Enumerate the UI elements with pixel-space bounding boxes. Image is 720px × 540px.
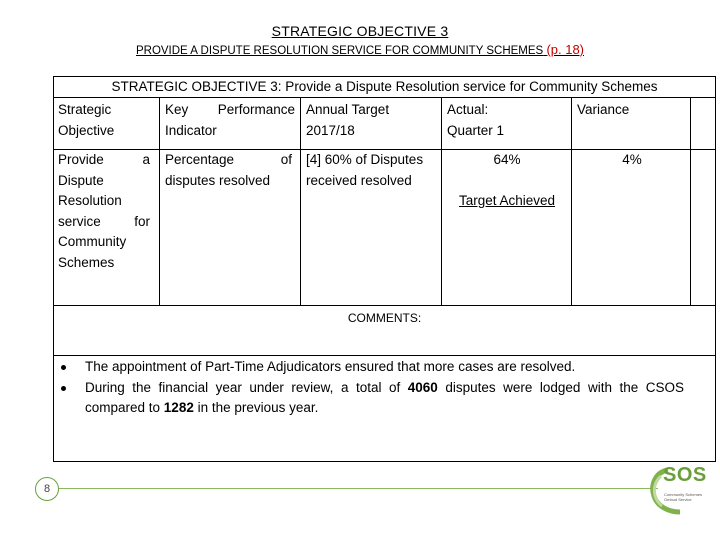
comments-label: COMMENTS: [347, 311, 422, 325]
subtitle-text: PROVIDE A DISPUTE RESOLUTION SERVICE FOR COMMUNITY SCHEMES [135, 45, 544, 57]
previous-year-count: 1282 [163, 400, 194, 415]
footer-divider [58, 488, 658, 489]
page-subtitle [0, 42, 720, 57]
cell-actual: 64% [493, 152, 521, 167]
cell-variance: 4% [622, 152, 642, 167]
header-line: 2017/18 [306, 122, 355, 138]
logo-tagline-line: Community Schemes [664, 492, 703, 497]
comment-text-part: During the financial year under review, a total of [85, 379, 408, 395]
col-divider-4 [571, 97, 572, 305]
target-achieved-label: Target Achieved [458, 193, 556, 208]
cell-strategic-objective [58, 150, 150, 273]
col-divider-1 [159, 97, 160, 305]
header-line: Objective [58, 122, 115, 138]
cell-line: Provide a [58, 152, 150, 167]
cell-line: Dispute [58, 172, 104, 188]
header-line: Quarter 1 [447, 122, 505, 138]
comment-text-part: in the previous year. [193, 400, 319, 415]
page-number: 8 [35, 477, 59, 501]
cell-line: Community [58, 234, 127, 249]
cell-line: Percentage of [165, 152, 292, 167]
disputes-count: 4060 [407, 379, 438, 395]
page-reference: (p. 18) [546, 42, 585, 57]
cell-line: received resolved [306, 172, 412, 188]
header-actual [447, 100, 567, 141]
comment-text-part: disputes were lodged with the CSOS compared to [85, 379, 684, 415]
comments-label-divider [54, 355, 715, 356]
header-kpi [165, 100, 295, 141]
col-divider-5 [690, 97, 691, 305]
cell-annual-target [306, 150, 438, 191]
logo-tagline [664, 492, 714, 502]
header-line: Annual Target [306, 102, 390, 117]
col-divider-3 [441, 97, 442, 305]
row-bottom-divider [54, 305, 715, 306]
table-banner: STRATEGIC OBJECTIVE 3: Provide a Dispute Resolution service for Community Schemes [111, 79, 658, 94]
cell-line: [4] 60% of Disputes [306, 152, 424, 167]
header-line: Key Performance [165, 102, 295, 117]
logo-wordmark: SOS [663, 464, 707, 486]
cell-line: Resolution [58, 193, 122, 208]
cell-line: service for [58, 213, 150, 229]
col-divider-2 [300, 97, 301, 305]
header-line: Actual: [447, 102, 489, 117]
cell-line: disputes resolved [165, 172, 271, 188]
list-item [58, 357, 684, 378]
logo-tagline-line: Ombud Service [664, 497, 692, 502]
header-annual-target [306, 100, 436, 141]
header-variance: Variance [577, 102, 630, 117]
comment-text: The appointment of Part-Time Adjudicators ensured that more cases are resolved. [85, 359, 576, 374]
header-divider [54, 97, 715, 98]
header-line: Indicator [165, 122, 217, 138]
bullet-icon [61, 386, 66, 391]
comments-list [58, 357, 684, 419]
header-line: Strategic [58, 102, 112, 117]
list-item [58, 378, 684, 419]
cell-kpi [165, 150, 292, 191]
page-title: STRATEGIC OBJECTIVE 3 [271, 23, 449, 39]
bullet-icon [61, 365, 66, 370]
cell-line: Schemes [58, 254, 115, 270]
header-strategic-objective [58, 100, 156, 141]
